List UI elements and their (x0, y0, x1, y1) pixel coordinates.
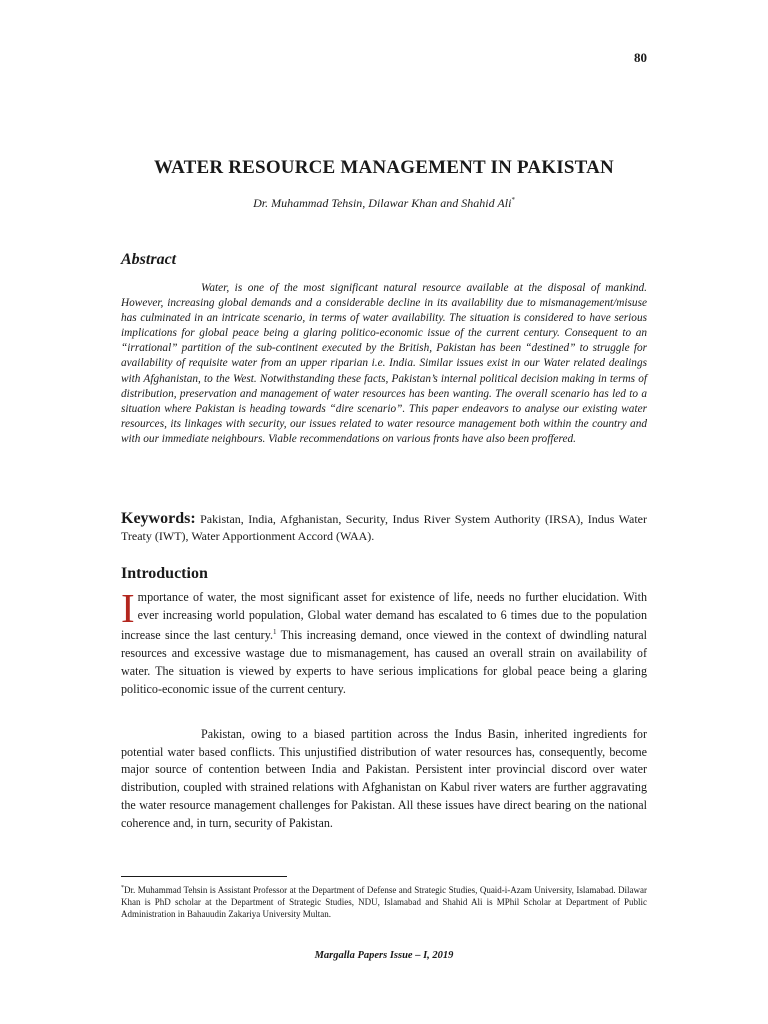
intro-paragraph-1-part-b: This increasing demand, once viewed in the context of dwindling natural resources and excessive wastage due to mismanagement, has caused an overall strain on availability of water. The situation is viewed by experts to have serious implications for global peace being a glaring politico-economic issue of the current century. (121, 628, 647, 696)
footnote (121, 882, 647, 920)
introduction-heading: Introduction (121, 565, 208, 582)
keywords-text: Pakistan, India, Afghanistan, Security, Indus River System Authority (IRSA), Indus Water Treaty (IWT), Water Apportionment Accord (WAA). (121, 512, 648, 543)
footnote-reference: 1 (272, 628, 277, 637)
journal-footer: Margalla Papers Issue – I, 2019 (314, 950, 454, 961)
abstract-text: Water, is one of the most significant natural resource available at the disposal of mankind. However, increasing global demands and a considerable decline in its availability due to mismanagement/misuse has culminated in an intricate scenario, in terms of water availability. The situation is considered to have serious implications for global peace being a glaring politico-economic issue of the current century. Consequent to an “irrational” partition of the sub-continent executed by the British, Pakistan has been “destined” to struggle for availability of requisite water from an upper riparian i.e. India. Similar issues exist in our Water related dealings with Afghanistan, to the West. Notwithstanding these facts, Pakistan’s internal political decision making in terms of distribution, preservation and management of water resources has been wanting. The overall scenario has led to a situation where Pakistan is heading towards “dire scenario”. This paper endeavors to analyse our existing water resources, its linkages with security, our issues related to water resource management both within the country and with our immediate neighbours. Viable recommendations on various fronts have also been proffered. (121, 282, 647, 445)
keywords-label: Keywords: (121, 510, 196, 527)
intro-paragraph-1 (121, 585, 647, 698)
footnote-text: Dr. Muhammad Tehsin is Assistant Professor at the Department of Defense and Strategic Studies, Quaid-i-Azam University, Islamabad. Dilawar Khan is PhD scholar at the Department of Strategic Studies, NDU, Islamabad and Shahid Ali is MPhil Scholar at Department of Public Administration in Bahauudin Zakariya University Multan. (121, 885, 647, 919)
footnote-divider (121, 876, 287, 877)
author-line (0, 196, 768, 211)
page-number: 80 (634, 50, 647, 65)
intro-paragraph-2: Pakistan, owing to a biased partition across the Indus Basin, inherited ingredients for potential water based conflicts. This unjustified distribution of water resources has, consequently, become major source of contention between India and Pakistan. Persistent inter provincial discord over water distribution, coupled with strained relations with Afghanistan on Kabul river waters are further aggravating the water resource management challenges for Pakistan. All these issues have direct bearing on the national coherence and, in turn, security of Pakistan. (121, 727, 647, 830)
author-note-mark: * (511, 196, 515, 204)
footnote-mark: * (121, 885, 124, 891)
paper-title: WATER RESOURCE MANAGEMENT IN PAKISTAN (154, 157, 614, 178)
drop-cap: I (121, 585, 135, 631)
intro-paragraph-1-part-a: mportance of water, the most significant asset for existence of life, needs no further elucidation. With ever increasing world population, Global water demand has escalated to 6 times due to the population increase since the last century. (121, 590, 647, 643)
keywords (121, 510, 647, 545)
abstract-heading: Abstract (121, 251, 177, 268)
authors: Dr. Muhammad Tehsin, Dilawar Khan and Shahid Ali (253, 196, 512, 210)
